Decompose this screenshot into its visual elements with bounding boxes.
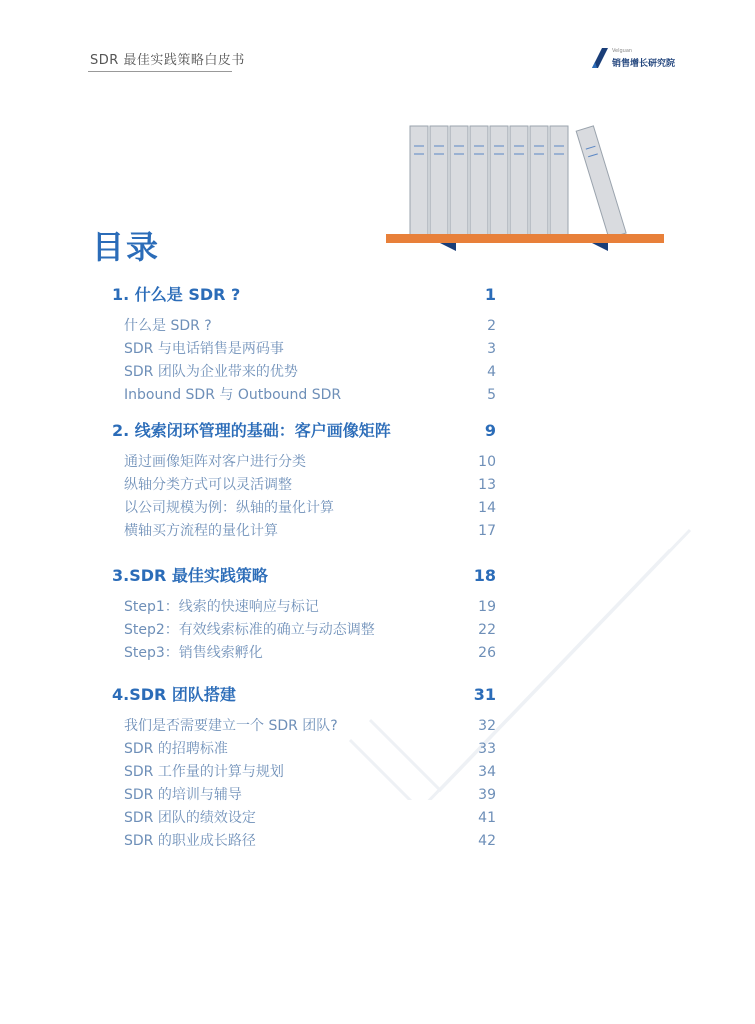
- toc-entry[interactable]: [112, 315, 496, 338]
- entry-label: SDR 的培训与辅导: [124, 787, 242, 803]
- section-title: 4.SDR 团队搭建: [112, 685, 236, 704]
- brand-slash-logo-icon: [592, 48, 608, 68]
- toc-entry[interactable]: [112, 384, 496, 407]
- section-title: 3.SDR 最佳实践策略: [112, 566, 268, 585]
- section-page: 1: [484, 285, 496, 304]
- section-title: 2. 线索闭环管理的基础：客户画像矩阵: [112, 421, 391, 440]
- logo-text: 销售增长研究院: [612, 59, 676, 69]
- entry-page: 5: [487, 387, 496, 403]
- bookshelf-illustration: [380, 120, 670, 260]
- logo-small-text: Velguan: [612, 48, 633, 54]
- brand-logo: [592, 48, 676, 70]
- entry-label: SDR 与电话销售是两码事: [124, 341, 284, 357]
- entry-page: 41: [478, 810, 496, 826]
- toc-section-heading[interactable]: [112, 282, 496, 305]
- toc-entry[interactable]: [112, 761, 496, 784]
- entry-label: Step1：线索的快速响应与标记: [124, 599, 319, 615]
- toc-entry[interactable]: [112, 520, 496, 543]
- toc-entry[interactable]: [112, 451, 496, 474]
- entry-page: 10: [478, 454, 496, 470]
- shelf: [386, 234, 664, 251]
- toc-entry[interactable]: [112, 619, 496, 642]
- toc-section-heading[interactable]: [112, 563, 496, 586]
- section-title: 1. 什么是 SDR ?: [112, 285, 241, 304]
- entry-page: 14: [478, 500, 496, 516]
- section-page: 31: [473, 685, 496, 704]
- entry-page: 19: [478, 599, 496, 615]
- entry-label: 以公司规模为例：纵轴的量化计算: [124, 500, 334, 516]
- toc-entry[interactable]: [112, 338, 496, 361]
- entry-page: 33: [478, 741, 496, 757]
- toc-entry[interactable]: [112, 784, 496, 807]
- entry-label: SDR 的职业成长路径: [124, 833, 256, 849]
- entry-page: 4: [487, 364, 496, 380]
- toc-entry[interactable]: [112, 474, 496, 497]
- entry-page: 34: [478, 764, 496, 780]
- toc-entry[interactable]: [112, 361, 496, 384]
- toc-section-3: [112, 563, 496, 665]
- toc-entry[interactable]: [112, 807, 496, 830]
- entry-label: Inbound SDR 与 Outbound SDR: [124, 387, 342, 403]
- section-page: 9: [484, 421, 496, 440]
- book-spines: [410, 126, 626, 238]
- document-title: SDR 最佳实践策略白皮书: [90, 53, 245, 68]
- toc-entry[interactable]: [112, 596, 496, 619]
- toc-entry[interactable]: [112, 642, 496, 665]
- entry-label: SDR 团队为企业带来的优势: [124, 364, 298, 380]
- header-divider: [88, 71, 232, 72]
- entry-page: 42: [478, 833, 496, 849]
- toc-entry[interactable]: [112, 715, 496, 738]
- entry-label: SDR 团队的绩效设定: [124, 810, 256, 826]
- entry-label: 通过画像矩阵对客户进行分类: [124, 454, 306, 470]
- section-page: 18: [473, 566, 496, 585]
- entry-label: Step2：有效线索标准的确立与动态调整: [124, 622, 375, 638]
- toc-section-4: [112, 682, 496, 853]
- entry-page: 32: [478, 718, 496, 734]
- entry-label: 纵轴分类方式可以灵活调整: [124, 477, 292, 493]
- entry-label: SDR 的招聘标准: [124, 741, 228, 757]
- entry-page: 17: [478, 523, 496, 539]
- toc-title: 目录: [92, 228, 161, 266]
- entry-label: 横轴买方流程的量化计算: [124, 523, 278, 539]
- entry-page: 2: [487, 318, 496, 334]
- toc-entry[interactable]: [112, 830, 496, 853]
- entry-page: 3: [487, 341, 496, 357]
- entry-page: 39: [478, 787, 496, 803]
- toc-section-heading[interactable]: [112, 682, 496, 705]
- entry-label: Step3：销售线索孵化: [124, 645, 263, 661]
- entry-label: 我们是否需要建立一个 SDR 团队?: [124, 718, 338, 734]
- toc-section-1: [112, 282, 496, 407]
- toc-section-2: [112, 418, 496, 543]
- entry-label: 什么是 SDR ?: [124, 318, 212, 334]
- entry-page: 13: [478, 477, 496, 493]
- toc-section-heading[interactable]: [112, 418, 496, 441]
- toc-entry[interactable]: [112, 497, 496, 520]
- entry-label: SDR 工作量的计算与规划: [124, 764, 284, 780]
- entry-page: 26: [478, 645, 496, 661]
- entry-page: 22: [478, 622, 496, 638]
- toc-entry[interactable]: [112, 738, 496, 761]
